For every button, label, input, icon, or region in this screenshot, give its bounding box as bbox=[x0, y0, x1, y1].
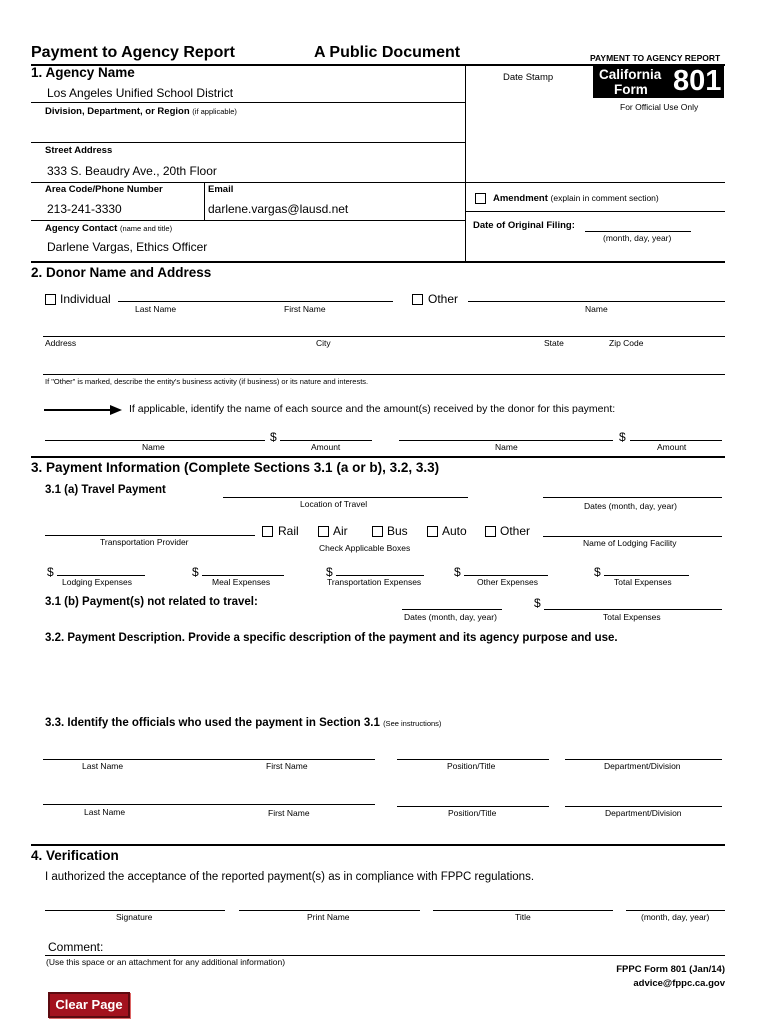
comment-label: Comment: bbox=[48, 940, 104, 954]
nontravel-dates-rule[interactable] bbox=[402, 609, 502, 610]
transport-provider-label: Transportation Provider bbox=[100, 537, 189, 547]
amendment-checkbox[interactable] bbox=[475, 193, 486, 204]
agency-name-value[interactable]: Los Angeles Unified School District bbox=[47, 86, 234, 100]
section2-heading: 2. Donor Name and Address bbox=[31, 265, 212, 280]
address-rule[interactable] bbox=[43, 336, 725, 337]
official2-position-rule[interactable] bbox=[397, 806, 549, 807]
officials-heading bbox=[45, 717, 441, 729]
officials-note: (See instructions) bbox=[383, 719, 442, 728]
other-description-note: If "Other" is marked, describe the entity's business activity (if business) or its nature and interests. bbox=[45, 377, 369, 386]
individual-checkbox[interactable] bbox=[45, 294, 56, 305]
section4-heading: 4. Verification bbox=[31, 848, 119, 863]
phone-rule bbox=[31, 220, 465, 221]
email-value[interactable]: darlene.vargas@lausd.net bbox=[208, 202, 349, 216]
total-exp-label: Total Expenses bbox=[614, 577, 672, 587]
location-travel-label: Location of Travel bbox=[300, 499, 368, 509]
officials-heading-text: 3.3. Identify the officials who used the payment in Section 3.1 bbox=[45, 717, 380, 729]
phone-email-divider bbox=[204, 182, 205, 220]
form-title: Payment to Agency Report bbox=[31, 44, 235, 61]
lodging-facility-label: Name of Lodging Facility bbox=[583, 538, 677, 548]
transport-dollar: $ bbox=[326, 565, 333, 579]
other-label: Other bbox=[428, 292, 459, 306]
original-filing-label: Date of Original Filing: bbox=[473, 220, 575, 231]
form-number-badge bbox=[593, 66, 724, 98]
division-note: (if applicable) bbox=[192, 107, 237, 116]
nontravel-total-label: Total Expenses bbox=[603, 612, 661, 622]
official1-name-rule[interactable] bbox=[43, 759, 375, 760]
street-label: Street Address bbox=[45, 145, 113, 156]
official2-first-label: First Name bbox=[268, 808, 310, 818]
official2-position-label: Position/Title bbox=[448, 808, 497, 818]
first-name-label: First Name bbox=[284, 304, 326, 314]
travel-heading: 3.1 (a) Travel Payment bbox=[45, 484, 166, 496]
rail-checkbox[interactable] bbox=[262, 526, 273, 537]
nontravel-total-rule[interactable] bbox=[544, 609, 722, 610]
other-exp-dollar: $ bbox=[454, 565, 461, 579]
total-exp-rule[interactable] bbox=[604, 575, 689, 576]
street-value[interactable]: 333 S. Beaudry Ave., 20th Floor bbox=[47, 164, 217, 178]
source1-amount-rule[interactable] bbox=[280, 440, 372, 441]
other-description-rule[interactable] bbox=[43, 374, 725, 375]
public-document-label: A Public Document bbox=[314, 44, 461, 61]
official1-department-rule[interactable] bbox=[565, 759, 722, 760]
other-exp-rule[interactable] bbox=[464, 575, 548, 576]
amendment-label-text: Amendment bbox=[493, 193, 548, 204]
official1-last-label: Last Name bbox=[82, 761, 124, 771]
other-exp-label: Other Expenses bbox=[477, 577, 538, 587]
official-use-label: For Official Use Only bbox=[620, 102, 699, 112]
amendment-rule bbox=[465, 211, 725, 212]
source2-name-label: Name bbox=[495, 442, 518, 452]
source2-dollar: $ bbox=[619, 430, 626, 444]
email-label: Email bbox=[208, 184, 234, 195]
street-rule bbox=[31, 182, 725, 183]
city-label: City bbox=[316, 338, 331, 348]
official2-name-rule[interactable] bbox=[43, 804, 375, 805]
clear-page-button[interactable]: Clear Page bbox=[48, 992, 130, 1018]
other-checkbox[interactable] bbox=[412, 294, 423, 305]
bus-checkbox[interactable] bbox=[372, 526, 383, 537]
transport-exp-label: Transportation Expenses bbox=[327, 577, 422, 587]
contact-label bbox=[45, 223, 172, 234]
small-form-title: PAYMENT TO AGENCY REPORT bbox=[590, 53, 721, 63]
amendment-note: (explain in comment section) bbox=[550, 193, 659, 203]
nontravel-dollar: $ bbox=[534, 596, 541, 610]
section1-heading: 1. Agency Name bbox=[31, 65, 135, 80]
last-name-label: Last Name bbox=[135, 304, 177, 314]
division-rule bbox=[31, 142, 465, 143]
dates-travel-label: Dates (month, day, year) bbox=[584, 501, 677, 511]
date-rule[interactable] bbox=[626, 910, 725, 911]
source2-amount-rule[interactable] bbox=[630, 440, 722, 441]
other-name-label: Name bbox=[585, 304, 608, 314]
date-stamp-label: Date Stamp bbox=[503, 72, 554, 83]
other-name-rule[interactable] bbox=[468, 301, 725, 302]
meal-exp-label: Meal Expenses bbox=[212, 577, 271, 587]
state-label: State bbox=[544, 338, 564, 348]
lodging-exp-rule[interactable] bbox=[57, 575, 145, 576]
title-rule[interactable] bbox=[433, 910, 613, 911]
address-label: Address bbox=[45, 338, 77, 348]
fppc-email: advice@fppc.ca.gov bbox=[633, 978, 725, 989]
total-dollar: $ bbox=[594, 565, 601, 579]
source2-name-rule[interactable] bbox=[399, 440, 613, 441]
official2-department-rule[interactable] bbox=[565, 806, 722, 807]
official1-first-label: First Name bbox=[266, 761, 308, 771]
air-checkbox[interactable] bbox=[318, 526, 329, 537]
air-label: Air bbox=[333, 524, 348, 538]
individual-label: Individual bbox=[60, 292, 111, 306]
form-state: California bbox=[599, 67, 662, 82]
form-word: Form bbox=[614, 82, 648, 97]
other-transport-checkbox[interactable] bbox=[485, 526, 496, 537]
official2-last-label: Last Name bbox=[84, 807, 126, 817]
description-area[interactable] bbox=[45, 648, 725, 710]
meal-exp-rule[interactable] bbox=[202, 575, 284, 576]
division-label-text: Division, Department, or Region bbox=[45, 106, 190, 117]
comment-rule bbox=[45, 955, 725, 956]
source-note: If applicable, identify the name of each source and the amount(s) received by the donor for this payment: bbox=[129, 403, 616, 415]
date-label: (month, day, year) bbox=[641, 912, 710, 922]
auto-checkbox[interactable] bbox=[427, 526, 438, 537]
dates-travel-rule[interactable] bbox=[543, 497, 722, 498]
contact-label-text: Agency Contact bbox=[45, 223, 118, 234]
comment-note: (Use this space or an attachment for any additional information) bbox=[46, 957, 286, 967]
section3-bottom-rule bbox=[31, 844, 725, 846]
date-stamp-box-left bbox=[465, 64, 466, 262]
other-transport-label: Other bbox=[500, 524, 531, 538]
form-id: FPPC Form 801 (Jan/14) bbox=[616, 964, 725, 975]
contact-note: (name and title) bbox=[119, 224, 173, 233]
official2-department-label: Department/Division bbox=[605, 808, 682, 818]
transport-exp-rule[interactable] bbox=[336, 575, 424, 576]
description-heading: 3.2. Payment Description. Provide a specific description of the payment and its agency purpose and use. bbox=[45, 632, 618, 644]
signature-rule[interactable] bbox=[45, 910, 225, 911]
transport-provider-rule[interactable] bbox=[45, 535, 255, 536]
section3-heading: 3. Payment Information (Complete Sections 3.1 (a or b), 3.2, 3.3) bbox=[31, 460, 440, 475]
division-label bbox=[45, 106, 237, 117]
official1-position-label: Position/Title bbox=[447, 761, 496, 771]
print-name-label: Print Name bbox=[307, 912, 350, 922]
signature-label: Signature bbox=[116, 912, 153, 922]
check-boxes-label: Check Applicable Boxes bbox=[319, 543, 411, 553]
arrow-right-icon bbox=[44, 404, 122, 416]
rail-label: Rail bbox=[278, 524, 299, 538]
section2-bottom-rule bbox=[31, 456, 725, 458]
location-travel-rule[interactable] bbox=[223, 497, 468, 498]
section1-bottom-rule bbox=[31, 261, 725, 263]
source1-amount-label: Amount bbox=[311, 442, 341, 452]
official1-position-rule[interactable] bbox=[397, 759, 549, 760]
auto-label: Auto bbox=[442, 524, 467, 538]
title-label: Title bbox=[515, 912, 531, 922]
zip-label: Zip Code bbox=[609, 338, 644, 348]
lodging-dollar: $ bbox=[47, 565, 54, 579]
meal-dollar: $ bbox=[192, 565, 199, 579]
phone-value[interactable]: 213-241-3330 bbox=[47, 202, 122, 216]
nontravel-heading: 3.1 (b) Payment(s) not related to travel: bbox=[45, 596, 258, 608]
agency-name-rule bbox=[31, 102, 465, 103]
amendment-label bbox=[493, 193, 659, 204]
source1-dollar: $ bbox=[270, 430, 277, 444]
donor-name-rule[interactable] bbox=[118, 301, 393, 302]
source2-amount-label: Amount bbox=[657, 442, 687, 452]
bus-label: Bus bbox=[387, 524, 408, 538]
lodging-exp-label: Lodging Expenses bbox=[62, 577, 132, 587]
official1-department-label: Department/Division bbox=[604, 761, 681, 771]
verification-statement: I authorized the acceptance of the reported payment(s) as in compliance with FPPC regulations. bbox=[45, 871, 535, 883]
lodging-facility-rule[interactable] bbox=[543, 536, 722, 537]
print-name-rule[interactable] bbox=[239, 910, 420, 911]
original-filing-rule[interactable] bbox=[585, 231, 691, 232]
contact-value[interactable]: Darlene Vargas, Ethics Officer bbox=[47, 240, 208, 254]
form-number: 801 bbox=[673, 65, 722, 97]
nontravel-dates-label: Dates (month, day, year) bbox=[404, 612, 497, 622]
original-filing-note: (month, day, year) bbox=[603, 233, 672, 243]
source1-name-rule[interactable] bbox=[45, 440, 265, 441]
source1-name-label: Name bbox=[142, 442, 165, 452]
phone-label: Area Code/Phone Number bbox=[45, 184, 163, 195]
comment-field[interactable] bbox=[45, 940, 725, 955]
